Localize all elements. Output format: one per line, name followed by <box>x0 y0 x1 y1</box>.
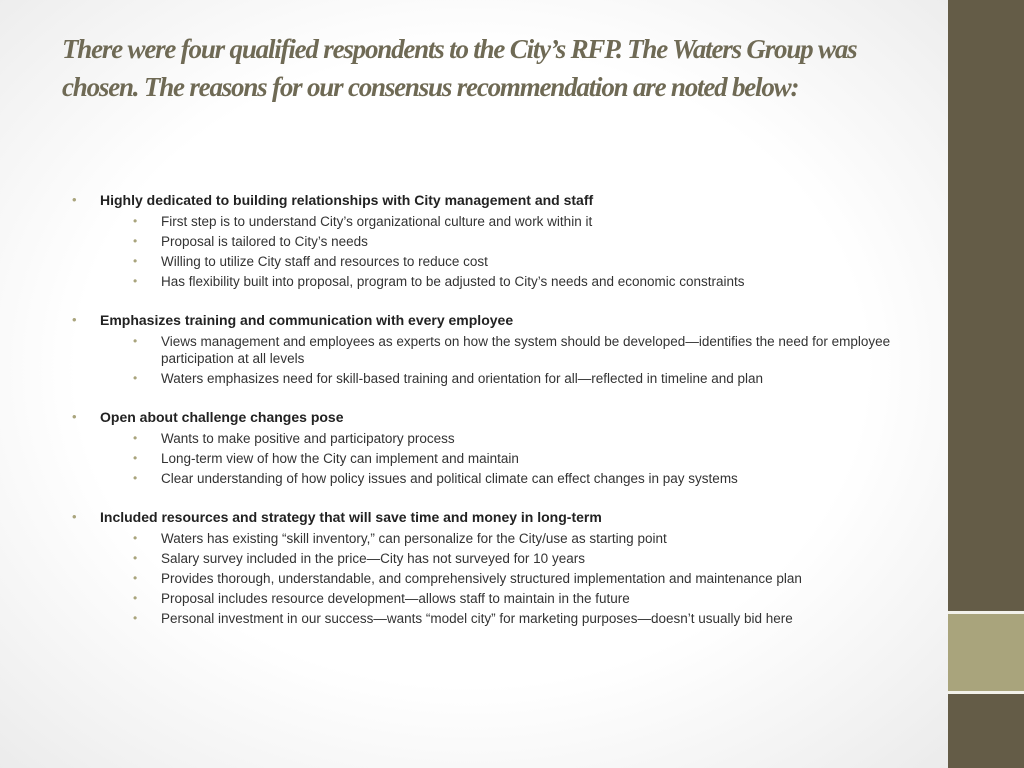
sub-bullet-text: Waters emphasizes need for skill-based training and orientation for all—reflected in timeline and plan <box>161 371 764 386</box>
bullet-dot-icon: • <box>133 471 138 485</box>
sub-bullet-text: Wants to make positive and participatory process <box>161 431 455 446</box>
bullet-group <box>72 190 892 290</box>
sub-bullet <box>100 450 892 467</box>
bullet-dot-icon: • <box>133 551 138 565</box>
main-bullet <box>72 310 892 387</box>
bullet-dot-icon: • <box>133 531 138 545</box>
sub-bullet-text: First step is to understand City’s organizational culture and work within it <box>161 214 593 229</box>
sub-bullet-text: Salary survey included in the price—City has not surveyed for 10 years <box>161 551 585 566</box>
slide-title: There were four qualified respondents to the City’s RFP. The Waters Group was chosen. The reasons for our consensus recommendation are noted below: <box>62 34 857 102</box>
sub-bullet <box>100 213 892 230</box>
sub-bullet-text: Clear understanding of how policy issues and political climate can effect changes in pay systems <box>161 471 738 486</box>
sub-bullet <box>100 430 892 447</box>
bullet-dot-icon: • <box>133 591 138 605</box>
bullet-dot-icon: • <box>72 192 77 207</box>
sub-bullet <box>100 470 892 487</box>
bullet-group <box>72 407 892 487</box>
sub-bullet-list <box>100 430 892 487</box>
sub-bullet <box>100 233 892 250</box>
sub-bullet-text: Proposal includes resource development—allows staff to maintain in the future <box>161 591 630 606</box>
bullet-dot-icon: • <box>133 274 138 288</box>
sub-bullet-text: Long-term view of how the City can implement and maintain <box>161 451 519 466</box>
sub-bullet <box>100 590 892 607</box>
sub-bullet-text: Has flexibility built into proposal, program to be adjusted to City’s needs and economic constraints <box>161 274 745 289</box>
sub-bullet <box>100 550 892 567</box>
main-bullet-text: Emphasizes training and communication with every employee <box>100 312 514 328</box>
bullet-dot-icon: • <box>133 234 138 248</box>
main-bullet <box>72 190 892 290</box>
bullet-dot-icon: • <box>133 431 138 445</box>
bullet-dot-icon: • <box>133 611 138 625</box>
side-decoration-divider-bottom <box>948 691 1024 694</box>
sub-bullet-text: Proposal is tailored to City’s needs <box>161 234 368 249</box>
bullet-dot-icon: • <box>72 509 77 524</box>
bullet-group <box>72 310 892 387</box>
sub-bullet <box>100 333 892 367</box>
sub-bullet <box>100 530 892 547</box>
sub-bullet-list <box>100 213 892 290</box>
main-bullet-text: Included resources and strategy that will save time and money in long-term <box>100 509 602 525</box>
bullet-dot-icon: • <box>133 214 138 228</box>
sub-bullet <box>100 370 892 387</box>
sub-bullet <box>100 253 892 270</box>
sub-bullet <box>100 610 892 627</box>
sub-bullet-list <box>100 333 892 387</box>
sub-bullet-text: Views management and employees as experts on how the system should be developed—identifies the need for employee participation at all levels <box>161 334 891 366</box>
sub-bullet-list <box>100 530 892 627</box>
sub-bullet-text: Willing to utilize City staff and resources to reduce cost <box>161 254 488 269</box>
main-bullet <box>72 407 892 487</box>
bullet-dot-icon: • <box>133 571 138 585</box>
bullet-group <box>72 507 892 627</box>
main-bullet <box>72 507 892 627</box>
bullet-dot-icon: • <box>72 312 77 327</box>
main-bullet-text: Open about challenge changes pose <box>100 409 344 425</box>
sub-bullet <box>100 273 892 290</box>
bullet-dot-icon: • <box>133 334 138 348</box>
bullet-dot-icon: • <box>133 371 138 385</box>
bullet-dot-icon: • <box>133 451 138 465</box>
sub-bullet-text: Personal investment in our success—wants “model city” for marketing purposes—doesn’t usually bid here <box>161 611 793 626</box>
main-bullet-text: Highly dedicated to building relationships with City management and staff <box>100 192 594 208</box>
bullet-dot-icon: • <box>133 254 138 268</box>
side-decoration-accent <box>948 614 1024 691</box>
sub-bullet-text: Provides thorough, understandable, and comprehensively structured implementation and maintenance plan <box>161 571 802 586</box>
sub-bullet <box>100 570 892 587</box>
bullet-dot-icon: • <box>72 409 77 424</box>
slide-body <box>72 190 892 647</box>
sub-bullet-text: Waters has existing “skill inventory,” can personalize for the City/use as starting point <box>161 531 667 546</box>
